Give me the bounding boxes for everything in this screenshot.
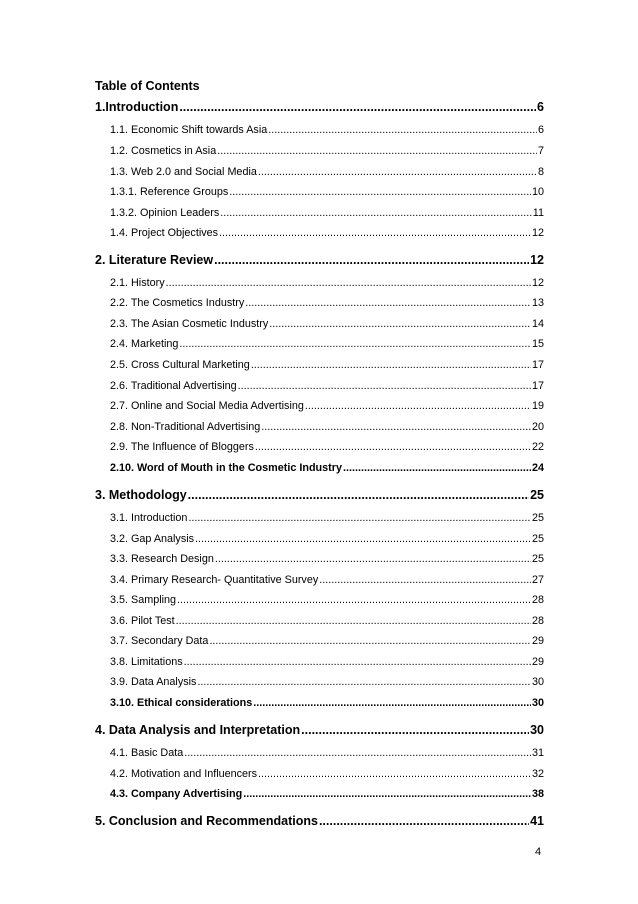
toc-entry-page: 24 (531, 462, 544, 474)
toc-entry-3-8[interactable] (110, 656, 544, 668)
toc-entry-2-5[interactable] (110, 359, 544, 371)
toc-entry-page: 31 (531, 747, 544, 759)
toc-entry-page: 15 (531, 338, 544, 350)
toc-entry-page: 25 (530, 488, 544, 502)
toc-entry-label: 1.3.2. Opinion Leaders (110, 207, 220, 219)
toc-entry-label: 2.3. The Asian Cosmetic Industry (110, 318, 269, 330)
dot-leader (195, 533, 531, 545)
dot-leader (245, 297, 531, 309)
toc-entry-2[interactable] (95, 253, 544, 267)
toc-entry-label: 3. Methodology (95, 488, 187, 502)
toc-title: Table of Contents (95, 79, 200, 93)
toc-entry-page: 7 (537, 145, 544, 157)
toc-entry-page: 28 (531, 594, 544, 606)
dot-leader (184, 747, 531, 759)
dot-leader (319, 814, 529, 828)
toc-entry-label: 3.5. Sampling (110, 594, 177, 606)
dot-leader (251, 359, 531, 371)
dot-leader (188, 512, 531, 524)
toc-entry-1[interactable] (95, 100, 544, 114)
toc-entry-page: 28 (531, 615, 544, 627)
toc-entry-label: 2.8. Non-Traditional Advertising (110, 421, 261, 433)
toc-entry-page: 13 (531, 297, 544, 309)
toc-entry-label: 2.7. Online and Social Media Advertising (110, 400, 304, 412)
toc-entry-page: 8 (537, 166, 544, 178)
toc-entry-3-4[interactable] (110, 574, 544, 586)
toc-entry-3-10[interactable] (110, 697, 544, 709)
toc-entry-label: 4.1. Basic Data (110, 747, 184, 759)
page-number: 4 (535, 846, 542, 858)
toc-entry-label: 2.10. Word of Mouth in the Cosmetic Industry (110, 462, 342, 474)
toc-entry-page: 27 (531, 574, 544, 586)
toc-entry-2-2[interactable] (110, 297, 544, 309)
dot-leader (243, 788, 531, 800)
dot-leader (220, 207, 532, 219)
toc-entry-label: 4. Data Analysis and Interpretation (95, 723, 301, 737)
dot-leader (179, 338, 531, 350)
dot-leader (179, 100, 536, 114)
toc-entry-page: 29 (531, 656, 544, 668)
toc-entry-1-4[interactable] (110, 227, 544, 239)
dot-leader (255, 441, 531, 453)
toc-entry-label: 2. Literature Review (95, 253, 214, 267)
toc-entry-4-1[interactable] (110, 747, 544, 759)
toc-entry-1-3-1[interactable] (110, 186, 544, 198)
dot-leader (188, 488, 529, 502)
dot-leader (258, 166, 537, 178)
toc-entry-1-2[interactable] (110, 145, 544, 157)
toc-entry-1-1[interactable] (110, 124, 544, 136)
toc-entry-page: 25 (531, 553, 544, 565)
dot-leader (197, 676, 531, 688)
toc-entry-page: 25 (531, 533, 544, 545)
toc-entry-page: 22 (531, 441, 544, 453)
dot-leader (166, 277, 531, 289)
toc-entry-label: 1.3. Web 2.0 and Social Media (110, 166, 257, 178)
toc-entry-3-5[interactable] (110, 594, 544, 606)
toc-entry-page: 17 (531, 359, 544, 371)
toc-entry-label: 2.6. Traditional Advertising (110, 380, 237, 392)
toc-entry-2-7[interactable] (110, 400, 544, 412)
toc-entry-2-6[interactable] (110, 380, 544, 392)
toc-entry-label: 3.6. Pilot Test (110, 615, 175, 627)
toc-entry-page: 11 (532, 207, 544, 219)
toc-entry-1-3[interactable] (110, 166, 544, 178)
dot-leader (253, 697, 531, 709)
toc-entry-page: 19 (531, 400, 544, 412)
toc-entry-page: 41 (530, 814, 544, 828)
toc-entry-label: 2.5. Cross Cultural Marketing (110, 359, 250, 371)
toc-entry-3-2[interactable] (110, 533, 544, 545)
dot-leader (305, 400, 531, 412)
toc-entry-label: 2.9. The Influence of Bloggers (110, 441, 254, 453)
toc-entry-5[interactable] (95, 814, 544, 828)
toc-entry-1-3-2[interactable] (110, 207, 544, 219)
toc-entry-4[interactable] (95, 723, 544, 737)
toc-entry-page: 12 (531, 227, 544, 239)
toc-entry-page: 14 (531, 318, 544, 330)
toc-entry-label: 3.3. Research Design (110, 553, 214, 565)
toc-entry-label: 1.1. Economic Shift towards Asia (110, 124, 268, 136)
dot-leader (319, 574, 531, 586)
toc-entry-label: 4.3. Company Advertising (110, 788, 243, 800)
toc-entry-label: 1.Introduction (95, 100, 179, 114)
dot-leader (268, 124, 537, 136)
toc-entry-label: 1.2. Cosmetics in Asia (110, 145, 217, 157)
toc-entry-label: 3.7. Secondary Data (110, 635, 209, 647)
dot-leader (229, 186, 531, 198)
toc-entry-4-3[interactable] (110, 788, 544, 800)
toc-entry-page: 17 (531, 380, 544, 392)
toc-entry-2-1[interactable] (110, 277, 544, 289)
dot-leader (176, 615, 531, 627)
toc-entry-4-2[interactable] (110, 768, 544, 780)
toc-entry-2-9[interactable] (110, 441, 544, 453)
toc-entry-2-8[interactable] (110, 421, 544, 433)
dot-leader (177, 594, 531, 606)
toc-entry-3-6[interactable] (110, 615, 544, 627)
dot-leader (258, 768, 531, 780)
toc-entry-3[interactable] (95, 488, 544, 502)
dot-leader (343, 462, 531, 474)
toc-entry-label: 2.1. History (110, 277, 165, 289)
toc-entry-label: 2.4. Marketing (110, 338, 179, 350)
toc-entry-page: 30 (531, 697, 544, 709)
dot-leader (215, 553, 531, 565)
toc-entry-page: 25 (531, 512, 544, 524)
toc-entry-3-3[interactable] (110, 553, 544, 565)
toc-entry-page: 29 (531, 635, 544, 647)
toc-entry-label: 3.9. Data Analysis (110, 676, 197, 688)
toc-entry-page: 30 (531, 676, 544, 688)
toc-entry-label: 3.2. Gap Analysis (110, 533, 195, 545)
toc-entry-label: 1.4. Project Objectives (110, 227, 219, 239)
toc-entry-label: 3.4. Primary Research- Quantitative Survey (110, 574, 319, 586)
toc-entry-page: 12 (531, 277, 544, 289)
toc-entry-page: 20 (531, 421, 544, 433)
toc-entry-page: 6 (537, 124, 544, 136)
dot-leader (238, 380, 531, 392)
toc-entry-label: 5. Conclusion and Recommendations (95, 814, 318, 828)
toc-entry-label: 1.3.1. Reference Groups (110, 186, 229, 198)
toc-entry-page: 30 (530, 723, 544, 737)
toc-entry-2-3[interactable] (110, 318, 544, 330)
dot-leader (219, 227, 531, 239)
toc-entry-3-7[interactable] (110, 635, 544, 647)
dot-leader (301, 723, 529, 737)
toc-entry-page: 32 (531, 768, 544, 780)
dot-leader (261, 421, 531, 433)
dot-leader (209, 635, 531, 647)
toc-entry-page: 6 (537, 100, 544, 114)
toc-entry-page: 10 (531, 186, 544, 198)
dot-leader (214, 253, 529, 267)
toc-entry-2-10[interactable] (110, 462, 544, 474)
toc-entry-3-1[interactable] (110, 512, 544, 524)
dot-leader (269, 318, 531, 330)
dot-leader (217, 145, 537, 157)
dot-leader (184, 656, 531, 668)
toc-entry-2-4[interactable] (110, 338, 544, 350)
toc-entry-label: 4.2. Motivation and Influencers (110, 768, 258, 780)
toc-entry-label: 2.2. The Cosmetics Industry (110, 297, 245, 309)
toc-entry-3-9[interactable] (110, 676, 544, 688)
toc-entry-page: 12 (530, 253, 544, 267)
toc-entry-label: 3.8. Limitations (110, 656, 183, 668)
toc-entry-page: 38 (531, 788, 544, 800)
toc-entry-label: 3.10. Ethical considerations (110, 697, 253, 709)
toc-entry-label: 3.1. Introduction (110, 512, 188, 524)
